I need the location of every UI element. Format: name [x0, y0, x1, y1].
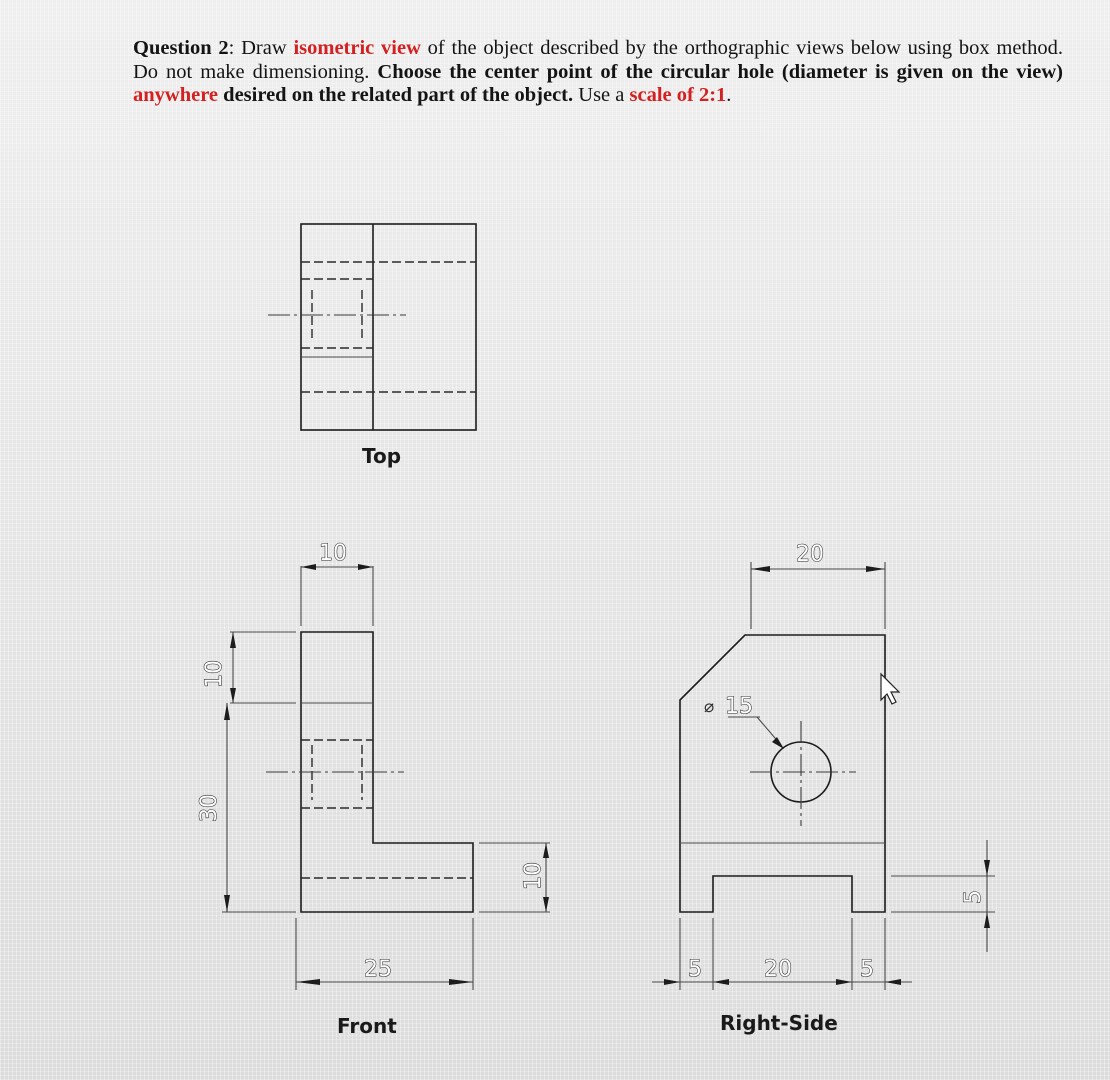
front-dim-bottom-arrow-left	[296, 979, 320, 985]
question-bold-instruction: Choose the center point of the circular hole (diameter is given on the view)	[377, 60, 1063, 83]
right-dim-slot-height: 5	[961, 890, 986, 904]
front-dim-step-arrow-bottom	[543, 897, 549, 912]
front-dim-bottom-arrow-right	[449, 979, 473, 985]
right-dim-top-width: 20	[796, 542, 824, 567]
mouse-cursor-icon	[881, 674, 899, 704]
front-view-label: Front	[337, 1014, 397, 1038]
front-dim-left-arrow-4	[224, 895, 230, 912]
right-dim-bottom-arrow-4	[885, 979, 901, 985]
top-view-label: Top	[362, 444, 402, 468]
front-dim-top-width: 10	[319, 541, 347, 566]
diameter-symbol: ⌀	[704, 697, 715, 717]
question-highlight-scale: scale of 2:1	[629, 84, 727, 106]
front-dim-bottom-width: 25	[364, 957, 392, 982]
question-seg-1: : Draw	[228, 37, 294, 59]
front-dim-left-upper: 10	[202, 660, 227, 688]
front-dim-left-total: 30	[197, 794, 222, 822]
front-view	[197, 541, 550, 1038]
right-side-view	[652, 542, 995, 1035]
right-dim-bottom-mid: 20	[764, 957, 792, 982]
hole-diameter: 15	[725, 694, 753, 719]
right-dim-arrow-left	[751, 566, 770, 572]
right-dim-bottom-arrow-2	[713, 979, 729, 985]
question-highlight-anywhere: anywhere	[133, 84, 219, 106]
front-dim-left-arrow-1	[230, 632, 236, 648]
right-side-view-label: Right-Side	[720, 1011, 838, 1035]
right-dim-slot-arrow-bottom	[984, 912, 990, 928]
question-highlight-isometric: isometric view	[293, 37, 421, 59]
question-seg-9: .	[726, 84, 732, 106]
front-dim-step-arrow-top	[543, 843, 549, 858]
right-dim-bottom-arrow-3	[836, 979, 852, 985]
right-dim-slot-arrow-top	[984, 860, 990, 876]
right-dim-bottom-right: 5	[860, 957, 874, 982]
front-dim-step-height: 10	[521, 862, 546, 890]
question-number: Question 2	[133, 37, 229, 59]
front-dim-left-arrow-2	[230, 688, 236, 703]
front-dim-left-arrow-3	[224, 703, 230, 720]
question-bold-instruction-end: desired on the related part of the object.	[218, 84, 574, 106]
right-view-outline	[680, 635, 885, 912]
question-seg-3: of the object described by the orthographic views below using box method. Do not make dimensioning.	[133, 37, 1063, 83]
right-dim-arrow-right	[866, 566, 885, 572]
hole-leader-arrow	[772, 737, 784, 749]
front-dim-arrow-left	[301, 564, 316, 570]
right-dim-bottom-left: 5	[688, 957, 702, 982]
front-dim-arrow-right	[358, 564, 373, 570]
top-view-outline	[301, 224, 476, 430]
top-view	[268, 224, 476, 468]
right-dim-bottom-arrow-1	[664, 979, 680, 985]
question-seg-7: Use a	[573, 84, 630, 106]
